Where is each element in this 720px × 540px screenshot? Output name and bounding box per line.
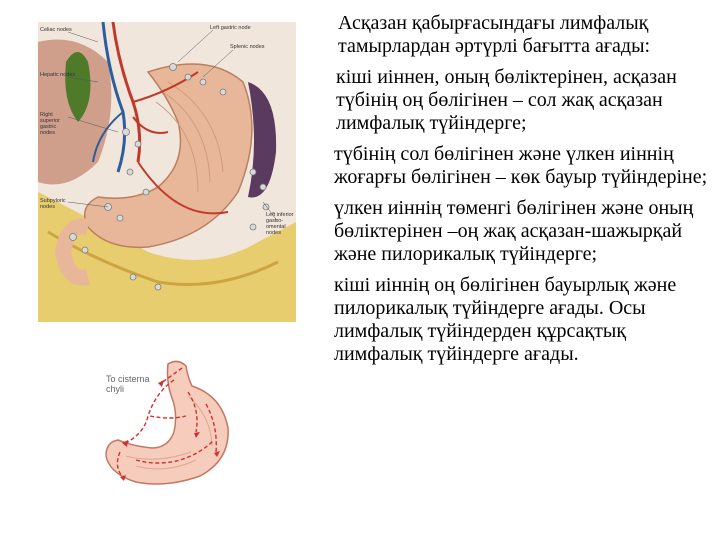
figure-label-celiac: Celiac nodes [40, 27, 72, 33]
stomach-anatomy-drawing [38, 22, 296, 322]
cisterna-label-line1: To cisterna [106, 374, 150, 384]
figure-label-right-superior-gastric: Right superior gastric nodes [40, 112, 60, 136]
figure-label-left-gastric: Left gastric node [210, 25, 251, 31]
paragraph-intro: Асқазан қабырғасындағы лимфалық тамырлардан әртүрлі бағытта ағады: [338, 12, 651, 57]
figure-label-splenic: Splenic nodes [230, 44, 265, 50]
lymph-drainage-text [330, 12, 710, 374]
paragraph-greater-curvature-lower: үлкен иіннің төменгі бөлігінен және оның бөліктерінен –оң жақ асқазан-шажырқай және пилорикалық түйіндерге; [334, 197, 694, 265]
paragraph-fundus-left: түбінің сол бөлігінен және үлкен иіннің жоғарғы бөлігінен – көк бауыр түйіндеріне; [334, 143, 708, 188]
figure-label-subpyloric: Subpyloric nodes [40, 198, 66, 210]
figure-label-hepatic: Hepatic nodes [40, 72, 76, 78]
cisterna-label-line2: chyli [106, 384, 125, 394]
paragraph-lesser-curvature-right: кіші иіннің оң бөлігінен бауырлық және пилорикалық түйіндерге ағады. Осы лимфалық түйіндерден құрсақтық лимфалық түйіндерге ағады. [334, 274, 677, 365]
stomach-lymph-illustration [38, 22, 296, 322]
paragraph-lesser-curvature: кіші иіннен, оның бөліктерінен, асқазан түбінің оң бөлігінен – сол жақ асқазан лимфалық түйіндерге; [336, 66, 677, 134]
lymph-drainage-diagram [96, 356, 244, 494]
figure-label-gastro-omental: Left inferior gastro-omental nodes [266, 212, 294, 236]
cisterna-chyli-label [106, 374, 150, 394]
